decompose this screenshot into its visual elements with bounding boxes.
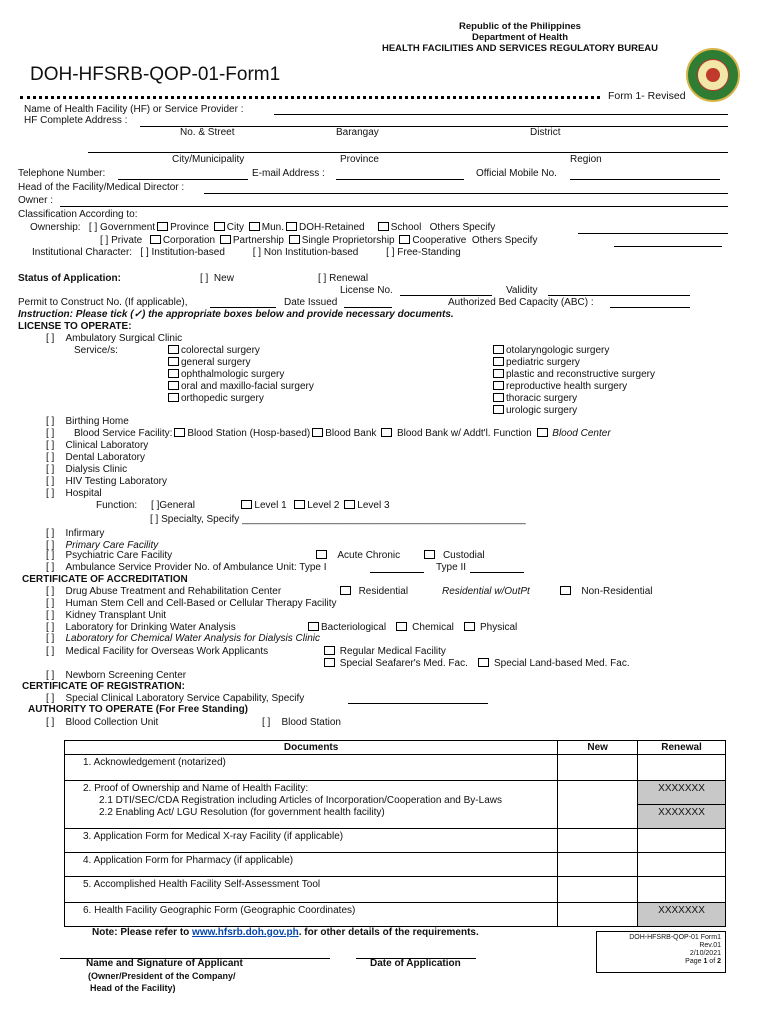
mobile-field[interactable]	[570, 179, 720, 180]
blood-collection-label: Blood Collection Unit	[65, 717, 159, 728]
service-checkbox[interactable]	[493, 381, 504, 390]
service-checkbox[interactable]	[168, 393, 179, 402]
blood-bank-addtl-label: Blood Bank w/ Addt'l. Function	[396, 428, 532, 439]
private-label: Private	[111, 235, 143, 246]
service-item	[491, 369, 655, 381]
service-item	[166, 393, 264, 405]
hiv-lab-label: HIV Testing Laboratory	[65, 476, 168, 487]
hospital-label: Hospital	[65, 488, 102, 499]
services-label: Service/s:	[74, 345, 118, 356]
renewal-checkbox-cell[interactable]	[638, 877, 726, 903]
non-residential-option	[558, 586, 653, 598]
dental-lab-label: Dental Laboratory	[65, 452, 145, 463]
service-checkbox[interactable]	[493, 345, 504, 354]
table-row	[65, 877, 726, 903]
bed-capacity-label: Authorized Bed Capacity (ABC) :	[448, 297, 594, 308]
cooperative-label: Cooperative	[412, 235, 467, 246]
permit-label: Permit to Construct No. (If applicable),	[18, 297, 188, 308]
primary-care-bracket[interactable]: [ ]	[46, 540, 55, 551]
registration-heading: CERTIFICATE OF REGISTRATION:	[22, 681, 185, 692]
license-no-label: License No.	[340, 285, 393, 296]
service-label: otolaryngologic surgery	[506, 345, 610, 356]
blood-station-label: Blood Station	[281, 717, 341, 728]
ofw-options	[322, 658, 630, 670]
requirements-note	[92, 927, 479, 939]
ambulatory-item	[46, 333, 182, 345]
service-label: orthopedic surgery	[181, 393, 264, 404]
institution-based-bracket[interactable]: [ ]	[140, 247, 149, 258]
republic-label: Republic of the Philippines	[459, 21, 581, 32]
general-label: General	[159, 500, 195, 511]
seafarer-label: Special Seafarer's Med. Fac.	[339, 658, 468, 669]
service-checkbox[interactable]	[168, 357, 179, 366]
non-residential-label: Non-Residential	[581, 586, 653, 597]
document-cell: 5. Accomplished Health Facility Self-Assessment Tool	[65, 877, 558, 903]
level1-checkbox[interactable]	[241, 500, 252, 509]
birthing-label: Birthing Home	[65, 416, 129, 427]
telephone-label: Telephone Number:	[18, 168, 106, 179]
service-checkbox[interactable]	[168, 369, 179, 378]
owner-label: Owner :	[18, 195, 54, 206]
non-institution-label: Non Institution-based	[263, 247, 359, 258]
email-label: E-mail Address :	[252, 168, 325, 179]
kidney-item	[46, 610, 166, 622]
license-no-field[interactable]	[400, 295, 492, 296]
telephone-field[interactable]	[118, 179, 248, 180]
level3-checkbox[interactable]	[344, 500, 355, 509]
non-institution-bracket[interactable]: [ ]	[252, 247, 262, 258]
bed-capacity-field[interactable]	[610, 307, 690, 308]
kidney-label: Kidney Transplant Unit	[65, 610, 167, 621]
government-label: Government	[100, 222, 156, 233]
dental-lab-item	[46, 452, 145, 464]
page-prefix: Page	[685, 958, 704, 965]
barangay-caption: Barangay	[336, 127, 379, 138]
province-caption: Province	[340, 154, 379, 165]
department-label: Department of Health	[471, 32, 569, 43]
table-row	[65, 829, 726, 853]
private-bracket[interactable]: [ ]	[100, 235, 109, 246]
table-row	[65, 903, 726, 927]
box-rev: Rev.01	[699, 942, 721, 949]
table-row	[65, 781, 726, 829]
doh-seal-icon	[686, 48, 740, 102]
city-checkbox[interactable]	[214, 222, 225, 231]
service-label: thoracic surgery	[506, 393, 578, 404]
service-item	[166, 369, 284, 381]
others-specify-private-label: Others Specify	[471, 235, 538, 246]
regular-medical-option	[322, 646, 446, 658]
single-prop-label: Single Proprietorship	[301, 235, 395, 246]
document-main-text: 2. Proof of Ownership and Name of Health Facility:	[83, 783, 309, 794]
custodial-checkbox[interactable]	[424, 550, 435, 559]
new-checkbox-cell[interactable]	[558, 853, 638, 877]
private-row	[100, 235, 537, 247]
service-label: pediatric surgery	[506, 357, 580, 368]
address-city-field[interactable]	[88, 152, 728, 153]
dialysis-water-item	[46, 633, 320, 645]
blood-station-item	[262, 717, 341, 729]
document-sub-1: 2.1 DTI/SEC/CDA Registration including Articles of Incorporation/Cooperation and By-Laws	[99, 795, 502, 806]
birthing-item	[46, 416, 129, 428]
level1-label: Level 1	[254, 500, 287, 511]
ambulance-bracket[interactable]: [ ]	[46, 562, 55, 573]
ambulatory-bracket[interactable]: [ ]	[46, 333, 55, 344]
school-label: School	[390, 222, 422, 233]
kidney-bracket[interactable]: [ ]	[46, 610, 55, 621]
dialysis-label: Dialysis Clinic	[65, 464, 128, 475]
signature-sub2: Head of the Facility)	[90, 983, 176, 993]
hospital-bracket[interactable]: [ ]	[46, 488, 55, 499]
water-lab-bracket[interactable]: [ ]	[46, 622, 55, 633]
renewal-split-cell	[638, 781, 726, 829]
service-label: general surgery	[181, 357, 251, 368]
service-item	[491, 357, 580, 369]
stem-cell-label: Human Stem Cell and Cell-Based or Cellular Therapy Facility	[65, 598, 337, 609]
clinical-lab-bracket[interactable]: [ ]	[46, 440, 55, 451]
dental-lab-bracket[interactable]: [ ]	[46, 452, 55, 463]
others-specify-gov-label: Others Specify	[429, 222, 496, 233]
acute-chronic-label: Acute Chronic	[337, 550, 401, 561]
city-option-label: City	[226, 222, 244, 233]
head-label: Head of the Facility/Medical Director :	[18, 182, 185, 193]
service-item	[166, 381, 314, 393]
blood-bank-checkbox[interactable]	[312, 428, 323, 437]
date-issued-label: Date Issued	[284, 297, 338, 308]
ambulance-type1-field[interactable]	[370, 572, 424, 573]
status-new-option	[200, 273, 234, 285]
note-prefix: Note: Please refer to	[92, 927, 193, 938]
address-label: HF Complete Address :	[24, 115, 128, 126]
stem-cell-bracket[interactable]: [ ]	[46, 598, 55, 609]
service-checkbox[interactable]	[493, 369, 504, 378]
service-label: ophthalmologic surgery	[181, 369, 285, 380]
physical-checkbox[interactable]	[464, 622, 475, 631]
city-caption: City/Municipality	[172, 154, 245, 165]
new-checkbox-cell[interactable]	[558, 903, 638, 927]
owner-field[interactable]	[60, 206, 728, 207]
facility-name-field[interactable]	[274, 114, 728, 115]
service-checkbox[interactable]	[493, 393, 504, 402]
documents-table	[64, 740, 726, 927]
institution-based-label: Institution-based	[151, 247, 225, 258]
service-label: plastic and reconstructive surgery	[506, 369, 655, 380]
service-capability-field[interactable]	[348, 703, 488, 704]
ambulatory-label: Ambulatory Surgical Clinic	[65, 333, 183, 344]
function-label: Function:	[96, 500, 138, 511]
box-date: 2/10/2021	[689, 950, 721, 957]
service-item	[166, 345, 260, 357]
hiv-lab-bracket[interactable]: [ ]	[46, 476, 55, 487]
stem-cell-item	[46, 598, 337, 610]
instruction-text: Instruction: Please tick (✓) the appropriate boxes below and provide necessary documents.	[18, 309, 454, 320]
dialysis-bracket[interactable]: [ ]	[46, 464, 55, 475]
email-field[interactable]	[336, 179, 464, 180]
clinical-lab-label: Clinical Laboratory	[65, 440, 149, 451]
service-checkbox[interactable]	[493, 357, 504, 366]
single-prop-checkbox[interactable]	[289, 235, 300, 244]
ofw-item	[46, 646, 268, 658]
bacteriological-checkbox[interactable]	[308, 622, 319, 631]
institutional-row	[32, 247, 461, 259]
clinical-lab-item	[46, 440, 148, 452]
special-lab-bracket[interactable]: [ ]	[46, 693, 55, 704]
form-reference-box	[596, 931, 726, 973]
specialty-specify[interactable]: [ ] Specialty, Specify ___________________________________________________	[150, 514, 526, 525]
signature-label: Name and Signature of Applicant	[86, 958, 243, 969]
dialysis-item	[46, 464, 127, 476]
water-lab-label: Laboratory for Drinking Water Analysis	[65, 622, 236, 633]
drug-abuse-label: Drug Abuse Treatment and Rehabilitation Center	[65, 586, 282, 597]
land-based-label: Special Land-based Med. Fac.	[493, 658, 630, 669]
blood-station-hosp-checkbox[interactable]	[174, 428, 185, 437]
form-revised-label: Form 1- Revised	[608, 90, 686, 102]
license-heading: LICENSE TO OPERATE:	[18, 321, 132, 332]
blood-bank-addtl-checkbox[interactable]	[381, 428, 392, 437]
service-checkbox[interactable]	[168, 381, 179, 390]
residential-outpt-label: Residential w/OutPt	[442, 586, 530, 597]
chemical-checkbox[interactable]	[396, 622, 407, 631]
residential-label: Residential	[358, 586, 409, 597]
land-based-checkbox[interactable]	[478, 658, 489, 667]
status-label: Status of Application:	[18, 273, 121, 284]
ofw-bracket[interactable]: [ ]	[46, 646, 55, 657]
permit-field[interactable]	[210, 307, 276, 308]
service-label: urologic surgery	[506, 405, 578, 416]
service-label: oral and maxillo-facial surgery	[181, 381, 314, 392]
birthing-bracket[interactable]: [ ]	[46, 416, 55, 427]
mun-option-label: Mun.	[261, 222, 285, 233]
chemical-label: Chemical	[412, 622, 454, 633]
validity-field[interactable]	[548, 295, 690, 296]
renewal-checkbox-cell[interactable]	[638, 853, 726, 877]
hospital-function-row	[96, 500, 390, 512]
document-cell: 3. Application Form for Medical X-ray Facility (if applicable)	[65, 829, 558, 853]
partnership-checkbox[interactable]	[220, 235, 231, 244]
cooperative-checkbox[interactable]	[399, 235, 410, 244]
head-field[interactable]	[204, 193, 728, 194]
renewal-checkbox-cell[interactable]	[638, 829, 726, 853]
school-checkbox[interactable]	[378, 222, 389, 231]
seafarer-checkbox[interactable]	[324, 658, 335, 667]
psychiatric-item	[46, 550, 172, 562]
date-issued-field[interactable]	[344, 307, 392, 308]
province-option-label: Province	[170, 222, 209, 233]
newborn-label: Newborn Screening Center	[65, 670, 187, 681]
ambulance-label: Ambulance Service Provider No. of Ambulance Unit: Type I	[65, 562, 327, 573]
page-indicator	[601, 958, 721, 966]
drug-abuse-options	[338, 586, 408, 598]
district-caption: District	[530, 127, 561, 138]
accreditation-heading: CERTIFICATE OF ACCREDITATION	[22, 574, 188, 585]
corporation-checkbox[interactable]	[150, 235, 161, 244]
document-cell: 4. Application Form for Pharmacy (if applicable)	[65, 853, 558, 877]
regular-medical-label: Regular Medical Facility	[339, 646, 446, 657]
ofw-label: Medical Facility for Overseas Work Applicants	[65, 646, 269, 657]
status-new-bracket[interactable]: [ ]	[200, 273, 209, 284]
newborn-bracket[interactable]: [ ]	[46, 670, 55, 681]
renewal-na-cell: XXXXXXX	[638, 903, 726, 927]
service-label: reproductive health surgery	[506, 381, 628, 392]
blood-service-options	[74, 428, 611, 440]
corporation-label: Corporation	[162, 235, 216, 246]
drug-abuse-item	[46, 586, 281, 598]
page-of: of	[707, 958, 718, 965]
psychiatric-label: Psychiatric Care Facility	[65, 550, 173, 561]
blood-collection-bracket[interactable]: [ ]	[46, 717, 55, 728]
ownership-row	[30, 222, 495, 234]
document-cell	[65, 781, 558, 829]
blood-service-label: Blood Service Facility:	[74, 428, 173, 439]
regular-medical-checkbox[interactable]	[324, 646, 335, 655]
service-item	[491, 405, 577, 417]
box-code: DOH-HFSRB-QOP-01 Form1	[629, 934, 721, 941]
service-item	[491, 393, 577, 405]
document-cell: 1. Acknowledgement (notarized)	[65, 755, 558, 781]
renewal-na-cell: XXXXXXX	[638, 781, 725, 805]
infirmary-label: Infirmary	[65, 528, 105, 539]
general-bracket[interactable]: [ ]	[151, 500, 160, 511]
header-dotted-divider	[20, 96, 600, 99]
table-row	[65, 853, 726, 877]
primary-care-label: Primary Care Facility	[65, 540, 159, 551]
service-label: colorectal surgery	[181, 345, 260, 356]
status-renewal-label: Renewal	[329, 273, 369, 284]
page-total: 2	[717, 958, 721, 965]
street-caption: No. & Street	[180, 127, 235, 138]
service-item	[491, 381, 627, 393]
physical-label: Physical	[479, 622, 518, 633]
new-checkbox-cell[interactable]	[558, 829, 638, 853]
documents-header-row	[65, 741, 726, 755]
hiv-lab-item	[46, 476, 167, 488]
date-application-label: Date of Application	[370, 958, 461, 969]
dialysis-water-label: Laboratory for Chemical Water Analysis for Dialysis Clinic	[65, 633, 320, 644]
hospital-item	[46, 488, 102, 500]
custodial-label: Custodial	[442, 550, 485, 561]
level3-label: Level 3	[357, 500, 390, 511]
blood-station-hosp-label: Blood Station (Hosp-based)	[187, 428, 311, 439]
level2-checkbox[interactable]	[294, 500, 305, 509]
government-bracket[interactable]: [ ]	[88, 222, 98, 233]
institutional-label: Institutional Character:	[32, 247, 133, 258]
page-number: 1	[703, 958, 708, 965]
status-renewal-bracket[interactable]: [ ]	[318, 273, 327, 284]
infirmary-bracket[interactable]: [ ]	[46, 528, 55, 539]
ambulance-type2-label: Type II	[436, 562, 467, 573]
others-private-field[interactable]	[614, 246, 722, 247]
facility-name-label: Name of Health Facility (HF) or Service Provider :	[24, 104, 244, 115]
authority-heading: AUTHORITY TO OPERATE (For Free Standing)	[28, 704, 249, 715]
residential-checkbox[interactable]	[340, 586, 351, 595]
infirmary-item	[46, 528, 104, 540]
renewal-header: Renewal	[638, 741, 726, 755]
service-checkbox[interactable]	[168, 345, 179, 354]
region-caption: Region	[570, 154, 602, 165]
validity-label: Validity	[506, 285, 538, 296]
doh-retained-label: DOH-Retained	[299, 222, 365, 233]
service-item	[166, 357, 250, 369]
signature-sub1: (Owner/President of the Company/	[88, 971, 236, 981]
blood-collection-item	[46, 717, 158, 729]
water-lab-options	[306, 622, 517, 634]
document-sub-2: 2.2 Enabling Act/ LGU Resolution (for government health facility)	[99, 807, 385, 818]
service-checkbox[interactable]	[493, 405, 504, 414]
free-standing-label: Free-Standing	[397, 247, 461, 258]
service-item	[491, 345, 609, 357]
table-row	[65, 755, 726, 781]
free-standing-bracket[interactable]: [ ]	[386, 247, 395, 258]
dialysis-water-bracket[interactable]: [ ]	[46, 633, 55, 644]
bureau-label: HEALTH FACILITIES AND SERVICES REGULATORY BUREAU	[381, 43, 659, 54]
document-cell: 6. Health Facility Geographic Form (Geographic Coordinates)	[65, 903, 558, 927]
form-code-title: DOH-HFSRB-QOP-01-Form1	[30, 64, 281, 85]
new-checkbox-cell[interactable]	[558, 755, 638, 781]
new-checkbox-cell[interactable]	[558, 781, 638, 829]
renewal-checkbox-cell[interactable]	[638, 755, 726, 781]
acute-chronic-checkbox[interactable]	[316, 550, 327, 559]
new-header: New	[558, 741, 638, 755]
documents-header: Documents	[65, 741, 558, 755]
doh-retained-checkbox[interactable]	[286, 222, 297, 231]
renewal-na-cell: XXXXXXX	[638, 805, 725, 828]
province-checkbox[interactable]	[157, 222, 168, 231]
blood-service-item	[46, 428, 65, 440]
drug-abuse-bracket[interactable]: [ ]	[46, 586, 55, 597]
blood-center-label: Blood Center	[552, 428, 611, 439]
status-renewal-option	[318, 273, 368, 285]
classification-label: Classification According to:	[18, 209, 138, 220]
blood-station-bracket[interactable]: [ ]	[262, 717, 271, 728]
hfsrb-link[interactable]: www.hfsrb.doh.gov.ph	[192, 927, 299, 938]
psych-options	[314, 550, 485, 562]
blood-center-checkbox[interactable]	[537, 428, 548, 437]
non-residential-checkbox[interactable]	[560, 586, 571, 595]
special-lab-label: Special Clinical Laboratory Service Capability, Specify	[65, 693, 305, 704]
status-new-label: New	[213, 273, 234, 284]
blood-bank-label: Blood Bank	[325, 428, 377, 439]
psychiatric-bracket[interactable]: [ ]	[46, 550, 55, 561]
new-checkbox-cell[interactable]	[558, 877, 638, 903]
partnership-label: Partnership	[232, 235, 284, 246]
blood-service-bracket[interactable]: [ ]	[46, 428, 55, 439]
note-suffix: . for other details of the requirements.	[298, 927, 479, 938]
others-gov-field[interactable]	[578, 233, 728, 234]
bacteriological-label: Bacteriological	[321, 622, 387, 633]
ambulance-type2-field[interactable]	[470, 572, 524, 573]
mun-checkbox[interactable]	[249, 222, 260, 231]
ambulance-item	[46, 562, 327, 574]
ownership-label: Ownership:	[30, 222, 81, 233]
mobile-label: Official Mobile No.	[476, 168, 557, 179]
level2-label: Level 2	[307, 500, 340, 511]
